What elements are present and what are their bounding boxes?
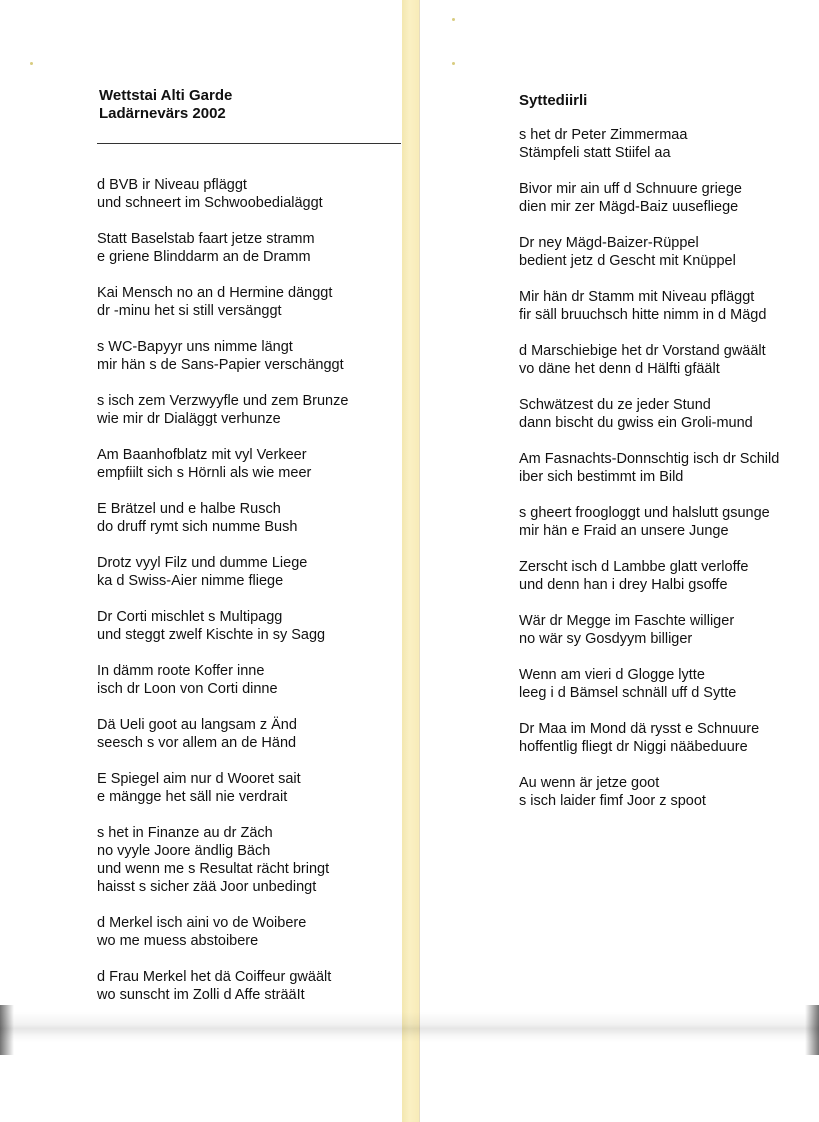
verse [519,342,779,378]
verse-line: s het in Finanze au dr Zäch [97,825,273,841]
verse-line: d Merkel isch aini vo de Woibere [97,915,307,931]
verse [97,968,348,1004]
verse-line: vo däne het denn d Hälfti gfäält [519,361,720,377]
verse-line: Dr Maa im Mond dä rysst e Schnuure [519,721,760,737]
verse-line: Schwätzest du ze jeder Stund [519,397,711,413]
verse-line: E Brätzel und e halbe Rusch [97,501,281,517]
verse [97,230,348,266]
verse-line: wie mir dr Dialäggt verhunze [97,411,281,427]
verse-line: Mir hän dr Stamm mit Niveau pfläggt [519,289,755,305]
paper-speck [452,18,455,21]
verse-line: Statt Baselstab faart jetze stramm [97,231,315,247]
verse-line: und steggt zwelf Kischte in sy Sagg [97,627,326,643]
verse-line: Kai Mensch no an d Hermine dänggt [97,285,333,301]
verse-line: Wenn am vieri d Glogge lytte [519,667,705,683]
verse-line: fir säll bruuchsch hitte nimm in d Mägd [519,307,767,323]
verse [97,716,348,752]
left-verses [97,176,348,1022]
verse-line: do druff rymt sich numme Bush [97,519,298,535]
verse-line: hoffentlig fliegt dr Niggi nääbeduure [519,739,748,755]
paper-speck [452,62,455,65]
verse [97,824,348,896]
verse-line: Dä Ueli goot au langsam z Änd [97,717,297,733]
verse-line: Dr Corti mischlet s Multipagg [97,609,283,625]
verse-line: no vyyle Joore ändlig Bäch [97,843,271,859]
verse [519,288,779,324]
verse-line: Bivor mir ain uff d Schnuure griege [519,181,742,197]
edge-shadow [805,1005,819,1055]
verse-line: iber sich bestimmt im Bild [519,469,684,485]
verse-line: seesch s vor allem an de Händ [97,735,297,751]
verse-line: haisst s sicher zää Joor unbedingt [97,879,317,895]
verse-line: ka d Swiss-Aier nimme fliege [97,573,284,589]
verse-line: Wär dr Megge im Faschte williger [519,613,735,629]
verse-line: e mängge het säll nie verdrait [97,789,288,805]
verse [519,234,779,270]
verse [519,774,779,810]
title-line: Ladärnevärs 2002 [99,105,226,122]
verse-line: Drotz vyyl Filz und dumme Liege [97,555,308,571]
verse-line: und denn han i drey Halbi gsoffe [519,577,728,593]
verse [519,126,779,162]
verse [519,450,779,486]
verse [519,666,779,702]
verse-line: s isch zem Verzwyyfle und zem Brunze [97,393,349,409]
verse [97,914,348,950]
verse-line: empfiilt sich s Hörnli als wie meer [97,465,312,481]
verse [97,608,348,644]
verse-line: no wär sy Gosdyym billiger [519,631,693,647]
title-line: Wettstai Alti Garde [99,87,233,104]
page-fold [402,0,420,1122]
verse [97,392,348,428]
verse [97,554,348,590]
verse-line: mir hän e Fraid an unsere Junge [519,523,729,539]
verse-line: dr -minu het si still versänggt [97,303,282,319]
verse-line: Dr ney Mägd-Baizer-Rüppel [519,235,699,251]
verse-line: wo sunscht im Zolli d Affe strääIt [97,987,305,1003]
verse [97,770,348,806]
verse-line: d Frau Merkel het dä Coiffeur gwäält [97,969,332,985]
verse-line: Stämpfeli statt Stiifel aa [519,145,671,161]
verse-line: Au wenn är jetze goot [519,775,660,791]
verse-line: dien mir zer Mägd-Baiz uusefliege [519,199,739,215]
verse [97,176,348,212]
verse [97,284,348,320]
right-verses [519,126,779,828]
paper-speck [30,62,33,65]
verse-line: d BVB ir Niveau pfläggt [97,177,247,193]
verse-line: dann bischt du gwiss ein Groli-mund [519,415,753,431]
section-title: Syttediirli [519,92,588,109]
verse [97,662,348,698]
verse-line: leeg i d Bämsel schnäll uff d Sytte [519,685,737,701]
verse-line: e griene Blinddarm an de Dramm [97,249,311,265]
verse [519,558,779,594]
verse [519,504,779,540]
verse-line: Zerscht isch d Lambbe glatt verloffe [519,559,749,575]
verse [97,500,348,536]
verse-line: bedient jetz d Gescht mit Knüppel [519,253,736,269]
verse [97,338,348,374]
edge-shadow [0,1005,14,1055]
verse [97,446,348,482]
verse-line: d Marschiebige het dr Vorstand gwäält [519,343,766,359]
verse-line: und schneert im Schwoobedialäggt [97,195,323,211]
verse-line: s WC-Bapyyr uns nimme längt [97,339,293,355]
verse-line: Am Baanhofblatz mit vyl Verkeer [97,447,307,463]
verse-line: Am Fasnachts-Donnschtig isch dr Schild [519,451,780,467]
verse-line: s gheert froogloggt und halslutt gsunge [519,505,770,521]
verse [519,720,779,756]
verse-line: s het dr Peter Zimmermaa [519,127,688,143]
verse [519,180,779,216]
verse-line: mir hän s de Sans-Papier verschänggt [97,357,344,373]
title-divider [97,143,401,144]
verse-line: und wenn me s Resultat rächt bringt [97,861,330,877]
verse-line: s isch laider fimf Joor z spoot [519,793,706,809]
document-title [99,87,232,123]
verse-line: isch dr Loon von Corti dinne [97,681,278,697]
verse [519,396,779,432]
verse-line: In dämm roote Koffer inne [97,663,265,679]
verse-line: wo me muess abstoibere [97,933,259,949]
verse-line: E Spiegel aim nur d Wooret sait [97,771,301,787]
verse [519,612,779,648]
